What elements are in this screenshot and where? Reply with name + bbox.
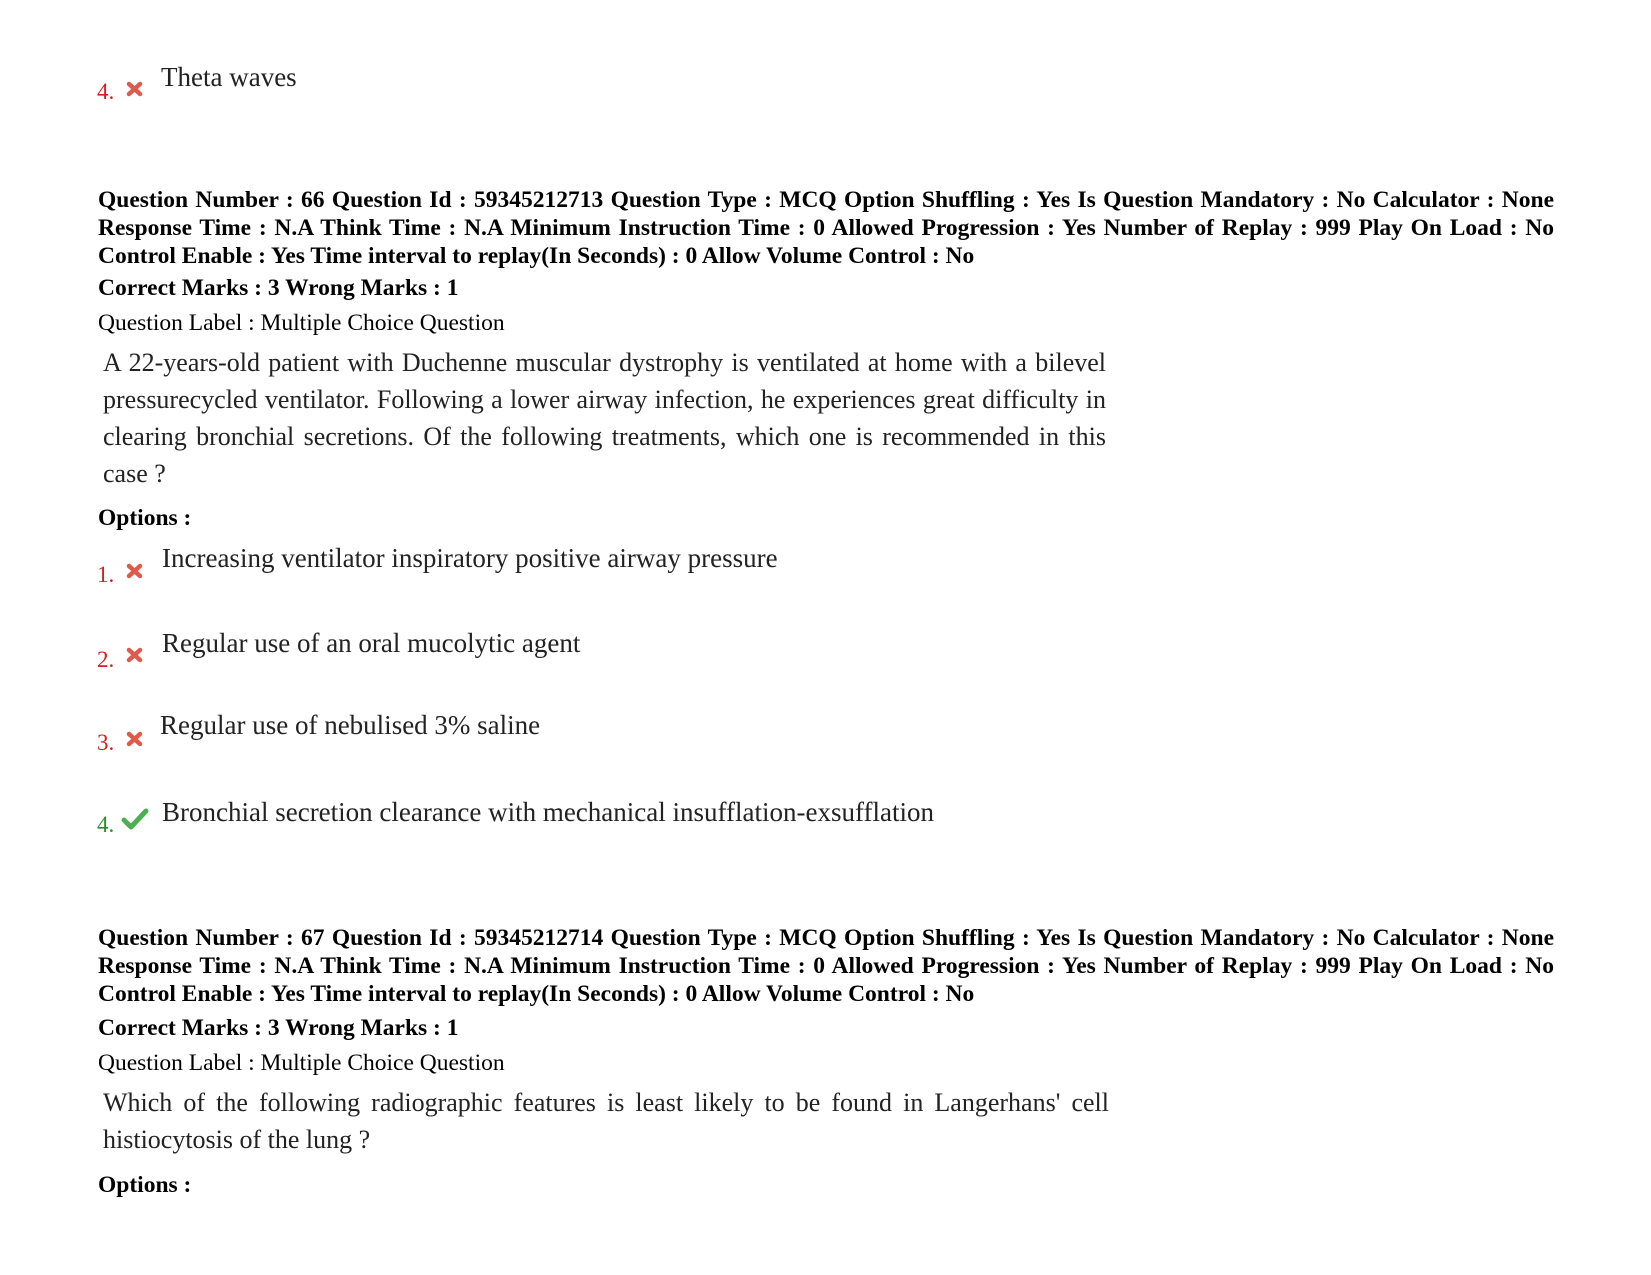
question-67-marks: Correct Marks : 3 Wrong Marks : 1 — [98, 1015, 459, 1041]
check-icon — [121, 807, 149, 831]
q66-option-1-text: Increasing ventilator inspiratory positive airway pressure — [162, 543, 778, 573]
question-66-options-heading: Options : — [98, 505, 192, 531]
q66-option-2-number: 2. — [97, 647, 115, 672]
question-66-marks: Correct Marks : 3 Wrong Marks : 1 — [98, 275, 459, 301]
question-67-text: Which of the following radiographic features is least likely to be found in Langerhans' cell histiocytosis of the lung ? — [103, 1088, 1109, 1154]
cross-icon — [125, 79, 145, 99]
q66-option-3-text: Regular use of nebulised 3% saline — [160, 710, 541, 740]
cross-icon — [125, 645, 145, 665]
question-66-label: Question Label : Multiple Choice Question — [98, 310, 505, 336]
q66-option-1-number: 1. — [97, 562, 115, 587]
cross-icon — [125, 729, 145, 749]
question-66-text: A 22-years-old patient with Duchenne muscular dystrophy is ventilated at home with a bilevel pressurecycled ventilator. Following a lower airway infection, he experiences great difficulty in clearing bronchial secretions. Of the following treatments, which one is recommended in this case ? — [103, 348, 1106, 488]
question-67-meta: Question Number : 67 Question Id : 59345212714 Question Type : MCQ Option Shuffling : Yes Is Question Mandatory : No Calculator : None Response Time : N.A Think Time : N.A Minimum Instruction Time : 0 Allowed Progression : Yes Number of Replay : 999 Play On Load : No Control Enable : Yes Time interval to replay(In Seconds) : 0 Allow Volume Control : No — [98, 925, 1554, 1007]
q66-option-2-text: Regular use of an oral mucolytic agent — [162, 628, 581, 658]
q66-option-4-number: 4. — [97, 812, 115, 837]
prev-option-number: 4. — [97, 79, 115, 104]
question-66-meta: Question Number : 66 Question Id : 59345212713 Question Type : MCQ Option Shuffling : Yes Is Question Mandatory : No Calculator : None Response Time : N.A Think Time : N.A Minimum Instruction Time : 0 Allowed Progression : Yes Number of Replay : 999 Play On Load : No Control Enable : Yes Time interval to replay(In Seconds) : 0 Allow Volume Control : No — [98, 187, 1554, 269]
q66-option-3-number: 3. — [97, 730, 115, 755]
prev-option-text: Theta waves — [161, 62, 297, 92]
cross-icon — [125, 561, 145, 581]
question-67-options-heading: Options : — [98, 1172, 192, 1198]
question-67-label: Question Label : Multiple Choice Question — [98, 1050, 505, 1076]
q66-option-4-text: Bronchial secretion clearance with mechanical insufflation-exsufflation — [162, 797, 934, 827]
